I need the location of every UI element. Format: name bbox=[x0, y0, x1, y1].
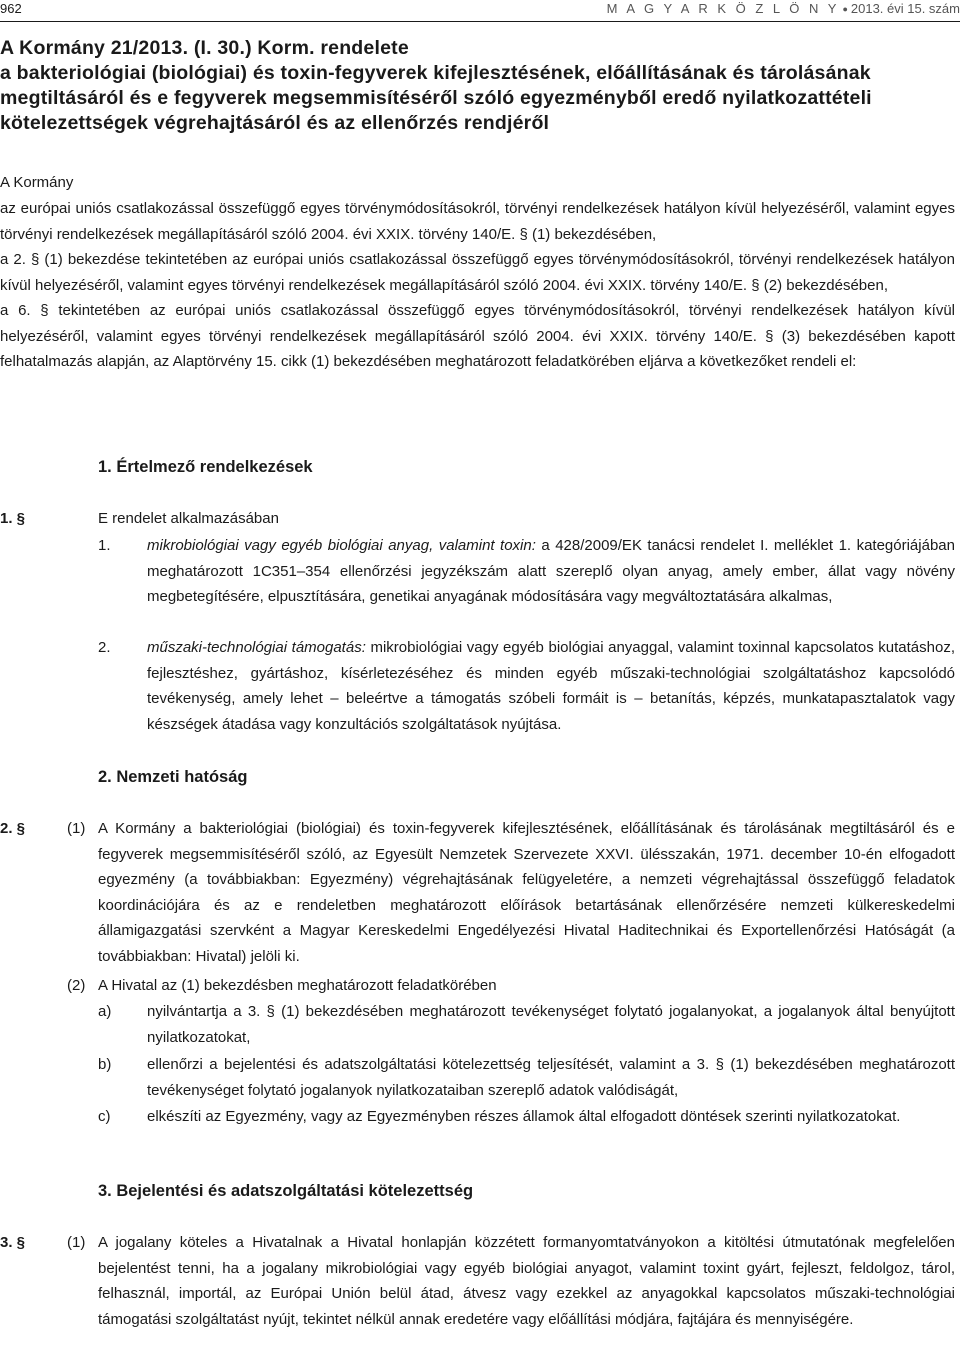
preamble bbox=[0, 196, 955, 375]
point-text bbox=[147, 533, 955, 610]
issuing-authority: A Kormány bbox=[0, 174, 74, 191]
journal-title: M A G Y A R K Ö Z L Ö N Y bbox=[606, 1, 840, 16]
chapter-heading-3: 3. Bejelentési és adatszolgáltatási kötelezettség bbox=[98, 1182, 474, 1200]
preamble-paragraph: a 6. § tekintetében az európai uniós csatlakozással összefüggő egyes törvénymódosításokról, törvényi rendelkezések hatályon kívül helyezéséről, valamint egyes törvényi rendelkezések megállapításáról szóló 2004. évi XXIX. törvény 140/E. § (3) bekezdésében kapott felhatalmazás alapján, az Alaptörvény 15. cikk (1) bekezdésében meghatározott feladatkörében eljárva a következőket rendeli el: bbox=[0, 302, 955, 370]
title-line-1: A Kormány 21/2013. (I. 30.) Korm. rendelete bbox=[0, 37, 409, 59]
paragraph-text: A Hivatal az (1) bekezdésben meghatározott feladatkörében bbox=[98, 977, 497, 994]
section-number: 3. § bbox=[0, 1234, 26, 1251]
point-label: c) bbox=[98, 1108, 111, 1125]
bullet-separator: ● bbox=[842, 4, 848, 14]
section-number: 2. § bbox=[0, 820, 26, 837]
page-number: 962 bbox=[0, 1, 22, 16]
issue-number: 2013. évi 15. szám bbox=[850, 1, 960, 16]
paragraph-label: (1) bbox=[67, 1234, 86, 1251]
point-text bbox=[147, 635, 955, 737]
point-label: a) bbox=[98, 1003, 112, 1020]
point-label: b) bbox=[98, 1056, 112, 1073]
title-line-4: kötelezettségek végrehajtásáról és az ellenőrzés rendjéről bbox=[0, 112, 550, 134]
paragraph-text: A jogalany köteles a Hivatalnak a Hivatal honlapján közzétett formanyomtatványokon a kitöltési útmutatónak megfelelően bejelentést tenni, ha a jogalany mikrobiológiai vagy egyéb biológiai anyagot, valamint toxint gyárt, fejleszt, feldolgoz, tárol, felhasznál, importál, az Európai Unión belül átad, átvesz vagy ezekkel az anyagokkal kapcsolatos műszaki-technológiai támogatási szolgáltatást nyújt, tekintet nélkül annak eredetére vagy előállítási módjára, fajtájára és mennyiségére. bbox=[98, 1234, 955, 1328]
paragraph-text: A Kormány a bakteriológiai (biológiai) és toxin-fegyverek kifejlesztésének, előállításának és tárolásának megtiltásáról és e fegyverek megsemmisítéséről szóló, az Egyesült Nemzetek Szervezete XXVI. ülésszakán, 1971. december 10-én elfogadott egyezmény (a továbbiakban: Egyezmény) végrehajtásának felügyeletére, a nemzeti végrehajtással összefüggő feladatok koordinációjára és az e rendeletben meghatározott előírások betartásának ellenőrzésére nemzeti külkereskedelmi államigazgatási szervként a Magyar Kereskedelmi Engedélyezési Hivatal Haditechnikai és Exportellenőrzési Hatóságát (a továbbiakban: Hivatal) jelöli ki. bbox=[98, 820, 955, 965]
header-rule bbox=[0, 21, 960, 22]
point-label: 2. bbox=[98, 639, 111, 656]
definition-text: a 428/2009/EK tanácsi rendelet I. melléklet 1. kategóriájában meghatározott 1C351–354 ellenőrzési jegyzékszám alatt szereplő olyan anyag, amely ember, állat vagy növény megbetegítésére, elpusztítására, genetikai anyagának módosítására vagy megváltoztatására alkalmas, bbox=[147, 537, 955, 605]
journal-info bbox=[607, 0, 960, 18]
preamble-paragraph: az európai uniós csatlakozással összefüggő egyes törvénymódosításokról, törvényi rendelkezések hatályon kívül helyezéséről, valamint egyes törvényi rendelkezések megállapításáról szóló 2004. évi XXIX. törvény 140/E. § (1) bekezdésében, bbox=[0, 200, 955, 243]
decree-title bbox=[0, 36, 955, 136]
paragraph-label: (1) bbox=[67, 820, 86, 837]
defined-term: műszaki-technológiai támogatás: bbox=[147, 639, 366, 656]
title-line-3: megtiltásáról és e fegyverek megsemmisítéséről szóló egyezményből eredő nyilatkozattételi bbox=[0, 87, 872, 109]
point-text: elkészíti az Egyezmény, vagy az Egyezményben részes államok által elfogadott döntések szerinti nyilatkozatokat. bbox=[147, 1108, 901, 1125]
title-line-2: a bakteriológiai (biológiai) és toxin-fegyverek kifejlesztésének, előállításának és tárolásának bbox=[0, 62, 871, 84]
section-number: 1. § bbox=[0, 510, 26, 527]
chapter-heading-1: 1. Értelmező rendelkezések bbox=[98, 458, 313, 476]
point-label: 1. bbox=[98, 537, 111, 554]
paragraph-label: (2) bbox=[67, 977, 86, 994]
chapter-heading-2: 2. Nemzeti hatóság bbox=[98, 768, 248, 786]
point-text: ellenőrzi a bejelentési és adatszolgáltatási kötelezettség teljesítését, valamint a 3. § (1) bekezdésében meghatározott tevékenységet folytató jogalanyok nyilatkozataiban szereplő adatok valódiságát, bbox=[147, 1056, 955, 1099]
preamble-paragraph: a 2. § (1) bekezdése tekintetében az európai uniós csatlakozással összefüggő egyes törvénymódosításokról, törvényi rendelkezések hatályon kívül helyezéséről, valamint egyes törvényi rendelkezések megállapításáról szóló 2004. évi XXIX. törvény 140/E. § (2) bekezdésében, bbox=[0, 251, 955, 294]
running-header bbox=[0, 0, 960, 22]
point-text: nyilvántartja a 3. § (1) bekezdésében meghatározott tevékenységet folytató jogalanyokat, a jogalanyok által benyújtott nyilatkozatokat, bbox=[147, 1003, 955, 1046]
defined-term: mikrobiológiai vagy egyéb biológiai anyag, valamint toxin: bbox=[147, 537, 536, 554]
definition-text: mikrobiológiai vagy egyéb biológiai anyaggal, valamint toxinnal kapcsolatos kutatáshoz, fejlesztéshez, gyártáshoz, kísérletezéséhez és minden egyéb műszaki-technológiai szolgáltatáshoz kapcsolódó tevékenység, amely lehet – beleértve a támogatás szóbeli formáit is – betanítás, képzés, munkatapasztalatok vagy készségek átadása vagy konzultációs szolgáltatások nyújtása. bbox=[147, 639, 955, 733]
section-1-intro: E rendelet alkalmazásában bbox=[98, 510, 279, 527]
